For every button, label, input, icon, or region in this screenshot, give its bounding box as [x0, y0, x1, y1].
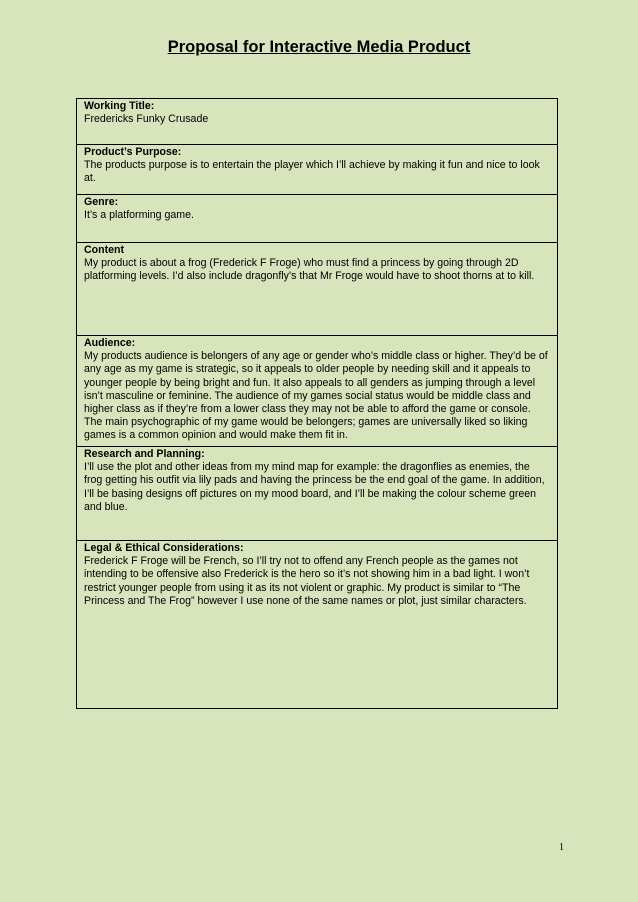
section-label: Content — [84, 244, 125, 256]
section-research-planning — [77, 447, 557, 541]
document-title: Proposal for Interactive Media Product — [167, 38, 471, 56]
page-number: 1 — [559, 842, 564, 853]
section-label: Audience: — [84, 337, 136, 349]
section-content — [77, 243, 557, 336]
proposal-form — [76, 98, 558, 709]
section-text: My product is about a frog (Frederick F Froge) who must find a princess by going through 2D platforming levels. I’d also include dragonfly’s that Mr Froge would have to shoot thorns at to kill. — [84, 257, 535, 283]
section-audience — [77, 336, 557, 447]
section-text: I’ll use the plot and other ideas from my mind map for example: the dragonflies as enemies, the frog getting his outfit via lily pads and having the princess be the end goal of the game. In addition, I’ll be basing designs off pictures on my mood board, and I’ll be making the colour scheme green and blue. — [84, 461, 545, 513]
section-label: Research and Planning: — [84, 448, 205, 460]
section-legal-ethical — [77, 541, 557, 709]
section-text: Frederick F Froge will be French, so I’ll try not to offend any French people as the games not intending to be offensive also Frederick is the hero so it’s not showing him in a bad light. I won’t restrict younger people from using it as its not violent or graphic. My product is similar to “The Princess and The Frog” however I use none of the same names or plot, just similar characters. — [84, 555, 530, 607]
section-text: Fredericks Funky Crusade — [84, 113, 209, 126]
section-text: The products purpose is to entertain the player which I’ll achieve by making it fun and nice to look at. — [84, 159, 540, 185]
section-text: My products audience is belongers of any age or gender who’s middle class or higher. They’d be of any age as my game is strategic, so it appeals to older people by needing skill and it appeals to younger people by being bright and fun. It also appeals to all genders as jumping through a level isn’t masculine or feminine. The audience of my games social status would be middle class and higher class as if they’re from a lower class they may not be able to afford the game or console. The main psychographic of my game would be belongers; games are universally liked so liking games is a common opinion and would make them fit in. — [84, 350, 548, 442]
section-label: Legal & Ethical Considerations: — [84, 542, 244, 554]
section-product-purpose — [77, 145, 557, 195]
section-label: Genre: — [84, 196, 119, 208]
section-label: Working Title: — [84, 100, 155, 112]
section-working-title — [77, 99, 557, 145]
section-genre — [77, 195, 557, 243]
section-label: Product’s Purpose: — [84, 146, 182, 158]
section-text: It’s a platforming game. — [84, 209, 194, 222]
